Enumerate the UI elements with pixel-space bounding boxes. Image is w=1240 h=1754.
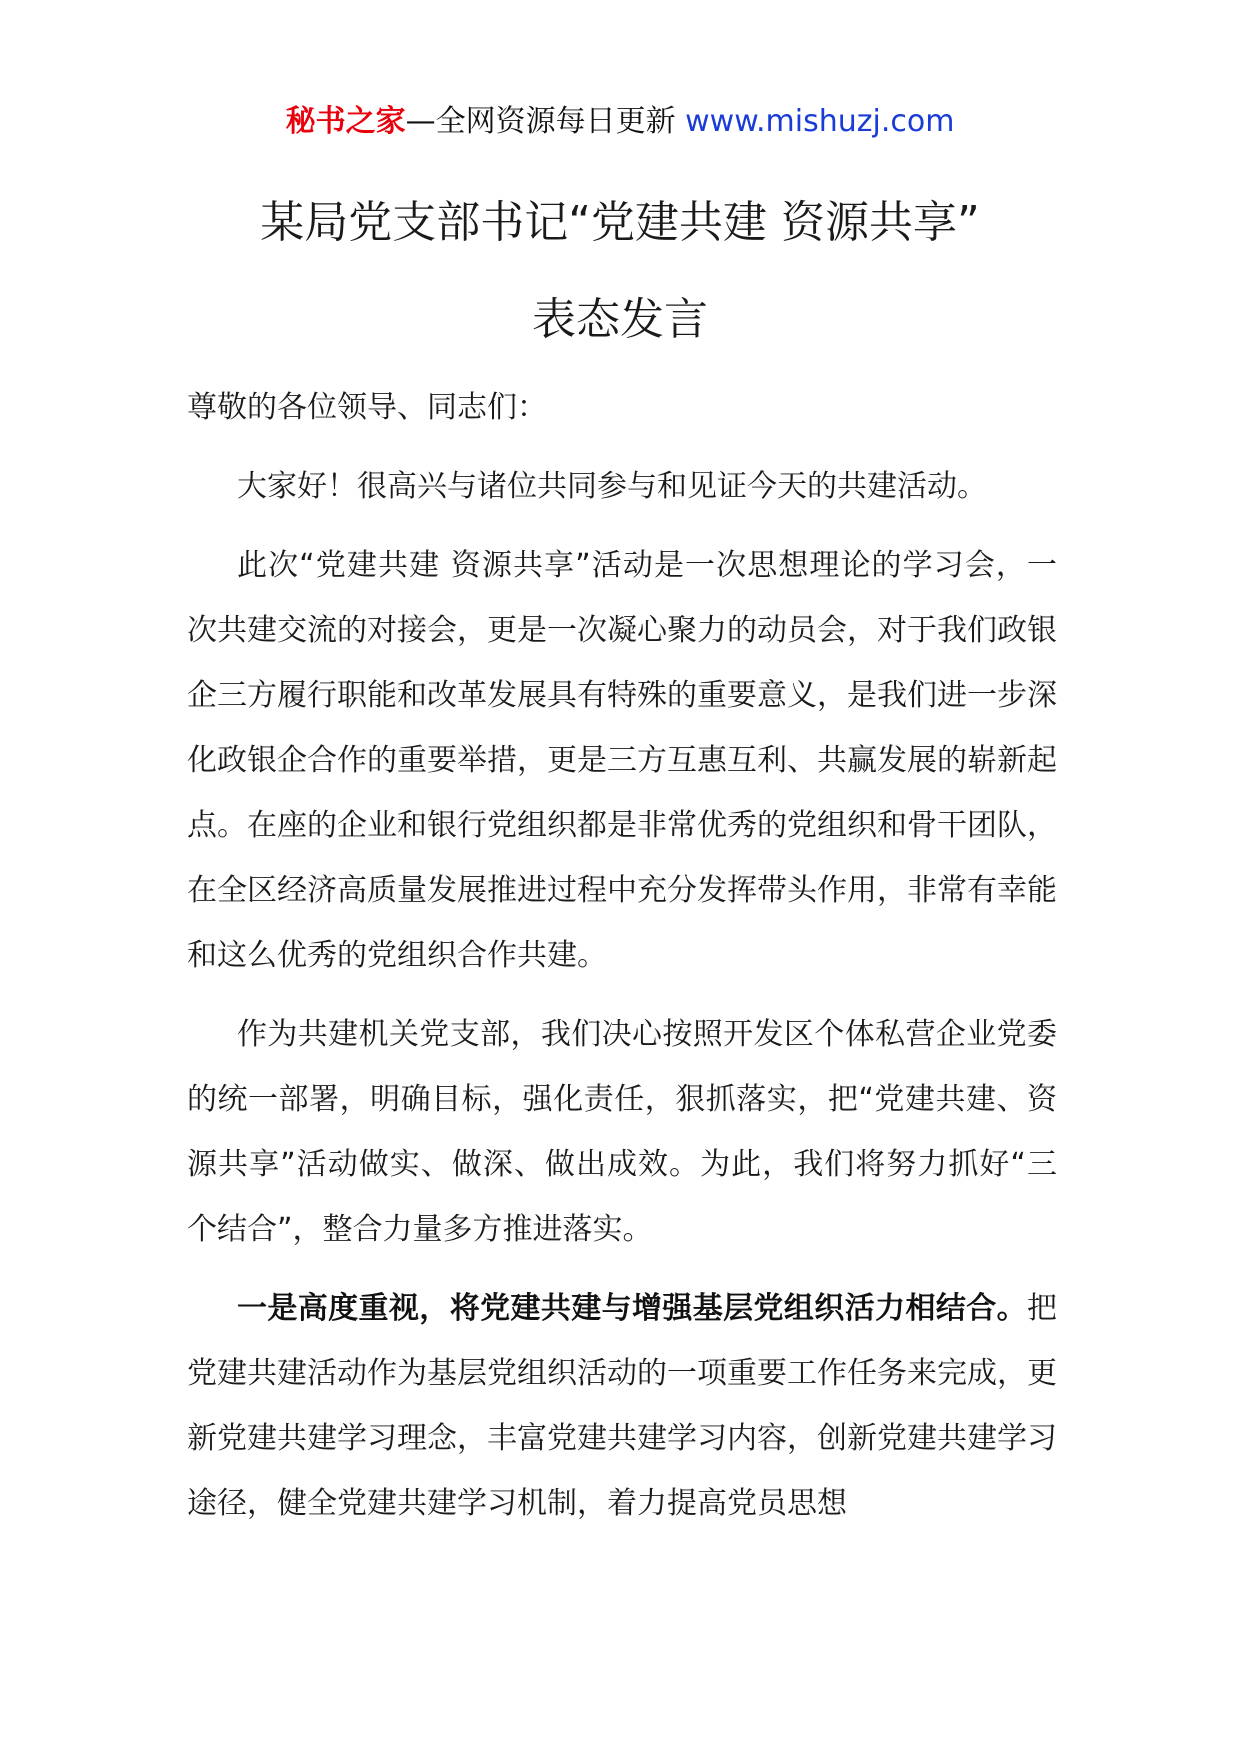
document-title-line-1: 某局党支部书记“党建共建 资源共享”: [260, 197, 980, 248]
salutation: 尊敬的各位领导、同志们：: [187, 390, 547, 425]
point-one-text: 把党建共建活动作为基层党组织活动的一项重要工作任务来完成，更新党建共建学习理念，丰富党建共建学习内容，创新党建共建学习途径，健全党建共建学习机制，着力提高党员思想: [187, 1291, 1057, 1521]
site-header: [0, 100, 1240, 144]
site-brand: 秘书之家: [285, 104, 406, 139]
site-tagline: —全网资源每日更新: [405, 104, 676, 139]
paragraph-point-one: [187, 1276, 1057, 1536]
site-url-link[interactable]: www.mishuzj.com: [685, 104, 955, 139]
paragraph-greeting: 大家好！很高兴与诸位共同参与和见证今天的共建活动。: [237, 469, 987, 504]
document-title-line-2: 表态发言: [532, 294, 708, 345]
paragraph-commitment: 作为共建机关党支部，我们决心按照开发区个体私营企业党委的统一部署，明确目标，强化责任，狠抓落实，把“党建共建、资源共享”活动做实、做深、做出成效。为此，我们将努力抓好“三个结合”，整合力量多方推进落实。: [187, 1017, 1057, 1247]
paragraph-activity-significance: 此次“党建共建 资源共享”活动是一次思想理论的学习会，一次共建交流的对接会，更是一次凝心聚力的动员会，对于我们政银企三方履行职能和改革发展具有特殊的重要意义，是我们进一步深化政银企合作的重要举措，更是三方互惠互利、共赢发展的崭新起点。在座的企业和银行党组织都是非常优秀的党组织和骨干团队，在全区经济高质量发展推进过程中充分发挥带头作用，非常有幸能和这么优秀的党组织合作共建。: [187, 548, 1057, 973]
point-one-heading: 一是高度重视，将党建共建与增强基层党组织活力相结合。: [237, 1291, 1027, 1326]
document-body: [187, 375, 1057, 1536]
